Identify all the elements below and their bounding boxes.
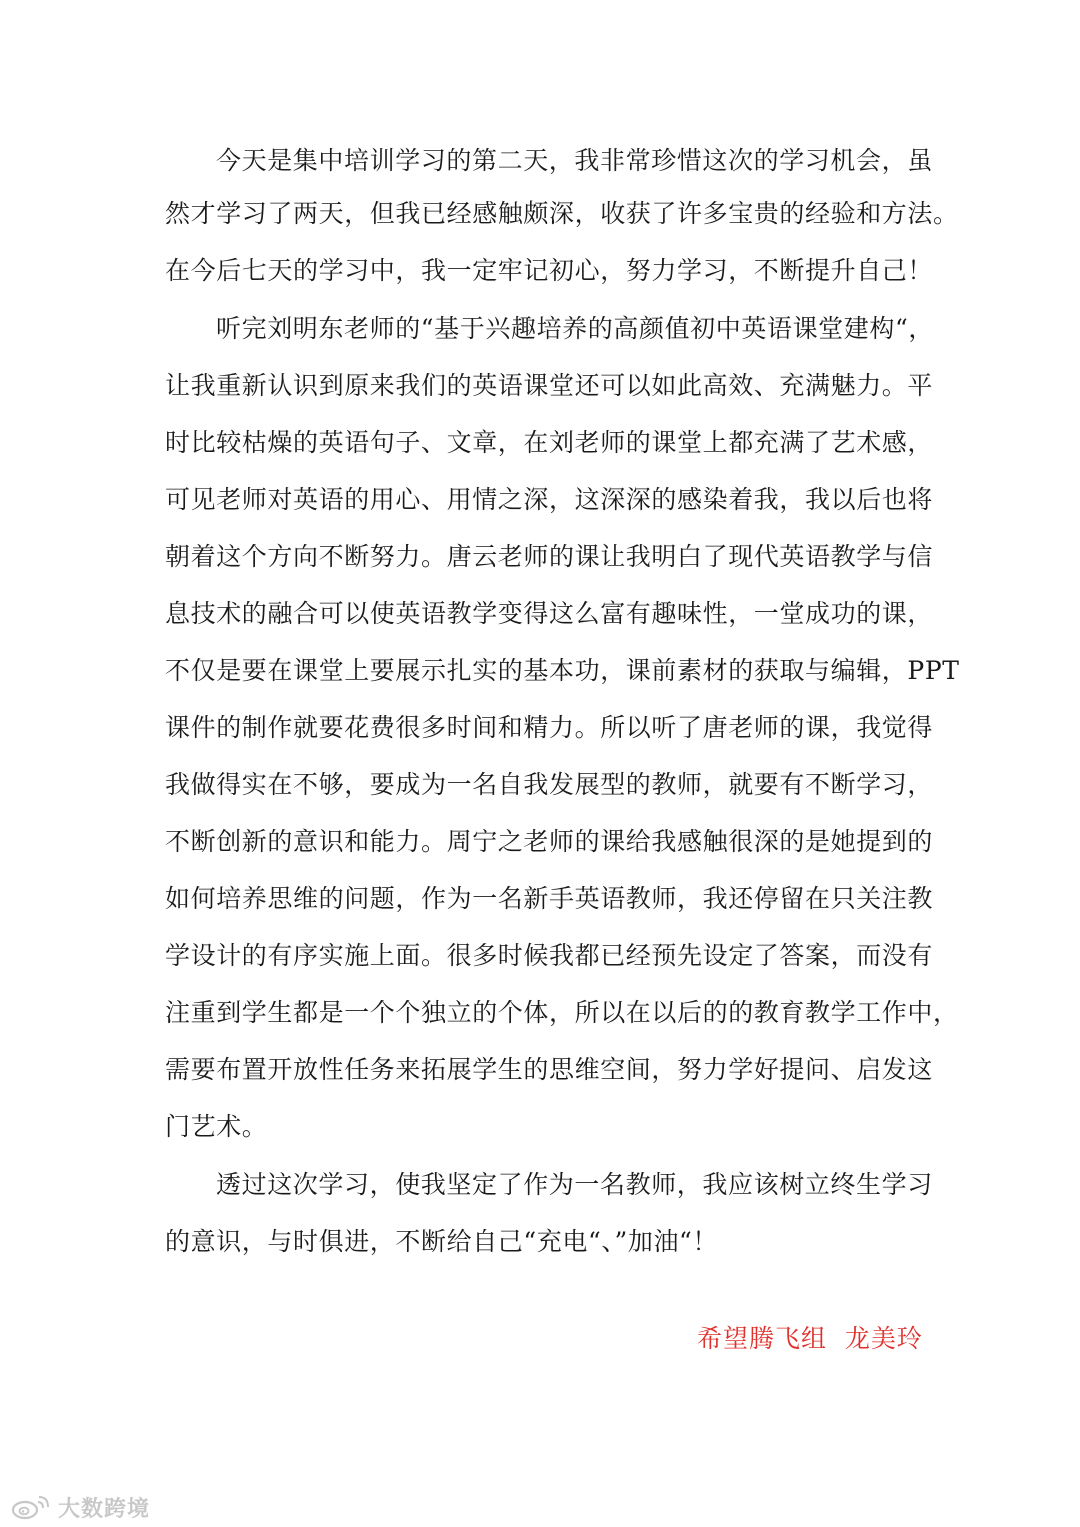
paragraph-line: 的意识，与时俱进，不断给自己“充电“、”加油“！	[165, 1227, 719, 1256]
paragraph-line: 时比较枯燥的英语句子、文章，在刘老师的课堂上都充满了艺术感，	[165, 428, 934, 457]
paragraph-line: 朝着这个方向不断努力。唐云老师的课让我明白了现代英语教学与信	[165, 542, 934, 571]
paragraph-line: 息技术的融合可以使英语教学变得这么富有趣味性，一堂成功的课，	[165, 599, 934, 628]
paragraph-line: 不仅是要在课堂上要展示扎实的基本功，课前素材的获取与编辑，PPT	[165, 656, 960, 685]
paragraph-line: 让我重新认识到原来我们的英语课堂还可以如此高效、充满魅力。平	[165, 371, 934, 400]
paragraph-line: 注重到学生都是一个个独立的个体，所以在以后的的教育教学工作中，	[165, 998, 959, 1027]
paragraph-line: 我做得实在不够，要成为一名自我发展型的教师，就要有不断学习，	[165, 770, 934, 799]
paragraph-line: 透过这次学习，使我坚定了作为一名教师，我应该树立终生学习	[216, 1170, 933, 1199]
watermark-text: 大数跨境	[58, 1496, 151, 1522]
watermark	[10, 1490, 150, 1524]
paragraph-line: 不断创新的意识和能力。周宁之老师的课给我感触很深的是她提到的	[165, 827, 934, 856]
paragraph-line: 课件的制作就要花费很多时间和精力。所以听了唐老师的课，我觉得	[165, 713, 934, 742]
author-signature: 希望腾飞组 龙美玲	[697, 1324, 923, 1353]
paragraph-line: 门艺术。	[165, 1112, 268, 1141]
paragraph-line: 可见老师对英语的用心、用情之深，这深深的感染着我，我以后也将	[165, 485, 934, 514]
paragraph-line: 听完刘明东老师的“基于兴趣培养的高颜值初中英语课堂建构“，	[216, 314, 934, 343]
paragraph-line: 学设计的有序实施上面。很多时候我都已经预先设定了答案，而没有	[165, 941, 934, 970]
paragraph-line: 今天是集中培训学习的第二天，我非常珍惜这次的学习机会，虽	[216, 146, 933, 175]
paragraph-line: 需要布置开放性任务来拓展学生的思维空间，努力学好提问、启发这	[165, 1055, 934, 1084]
paragraph-line: 然才学习了两天，但我已经感触颇深，收获了许多宝贵的经验和方法。	[165, 199, 959, 228]
weibo-logo-icon	[10, 1494, 50, 1520]
paragraph-line: 如何培养思维的问题，作为一名新手英语教师，我还停留在只关注教	[165, 884, 934, 913]
paragraph-line: 在今后七天的学习中，我一定牢记初心，努力学习，不断提升自己！	[165, 256, 934, 285]
